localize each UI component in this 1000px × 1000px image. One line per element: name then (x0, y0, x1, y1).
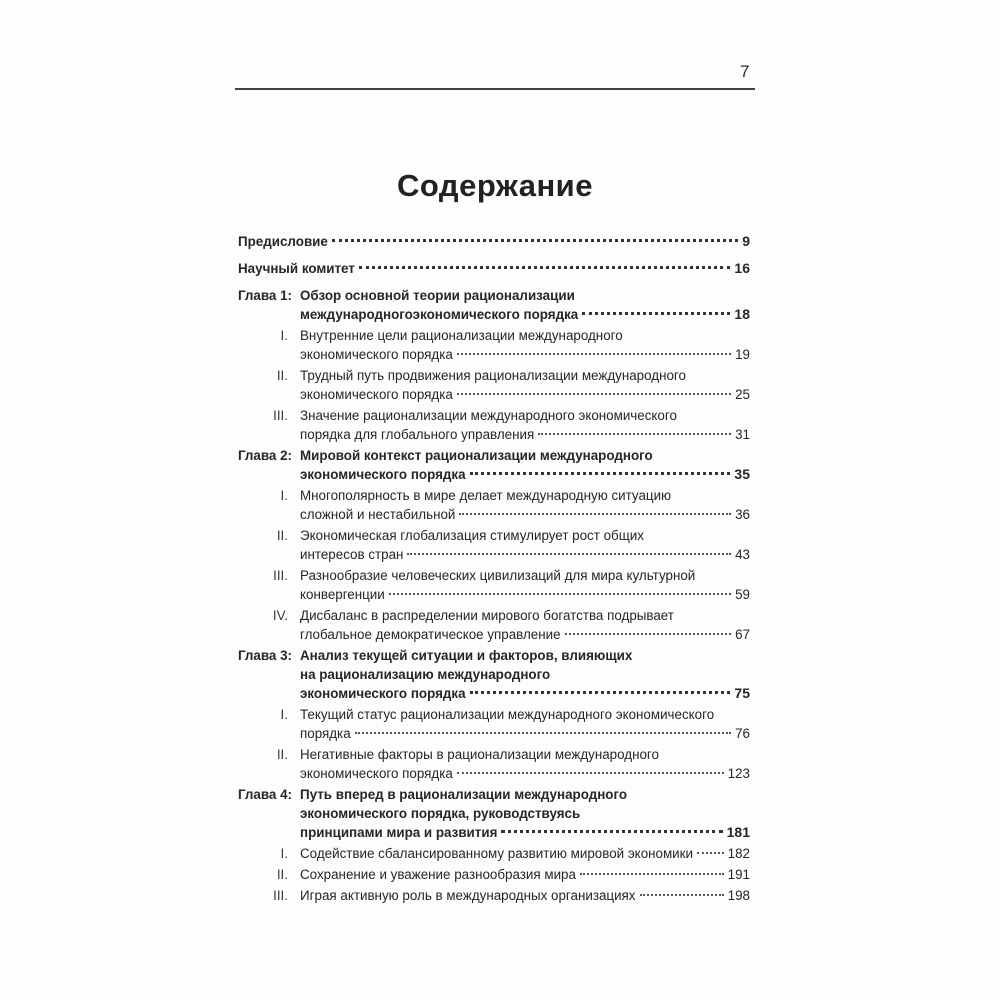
toc-line (238, 345, 750, 364)
toc-entry-text: на рационализацию международного (300, 667, 551, 682)
toc-entry-text: Внутренние цели рационализации международного (300, 328, 623, 343)
toc-entry-text: порядка для глобального управления (300, 427, 535, 442)
toc-line (238, 545, 750, 564)
toc-page-number: 25 (735, 387, 750, 402)
toc-line (238, 865, 750, 884)
toc-entry-text: международногоэкономического порядка (300, 307, 579, 322)
toc-line (238, 566, 750, 585)
toc-line (238, 804, 750, 823)
toc-section-1-3[interactable] (238, 406, 750, 444)
toc-line (238, 406, 750, 425)
toc-entry-text: Мировой контекст рационализации международного (300, 448, 653, 463)
toc-entry-text: экономического порядка, руководствуясь (300, 806, 581, 821)
toc-line (238, 425, 750, 444)
section-number: IV. (272, 608, 288, 623)
toc-page-number: 19 (735, 347, 750, 362)
toc-entry-text: Многополярность в мире делает международную ситуацию (300, 488, 672, 503)
toc-chapter-4[interactable] (238, 785, 750, 842)
toc-page-number: 9 (742, 233, 750, 249)
dot-leader (470, 691, 731, 694)
toc-entry-text: экономического порядка (300, 387, 453, 402)
dot-leader (457, 353, 731, 355)
dot-leader (565, 633, 732, 635)
toc-entry-text: глобальное демократическое управление (300, 627, 561, 642)
chapter-label: Глава 3: (238, 648, 293, 663)
chapter-label: Глава 1: (238, 288, 293, 303)
toc-entry-text: экономического порядка (300, 467, 466, 482)
toc-page-number: 31 (735, 427, 750, 442)
table-of-contents (238, 232, 750, 907)
toc-page-number: 75 (734, 685, 750, 701)
dot-leader (582, 312, 730, 315)
toc-entry-text: принципами мира и развития (300, 825, 498, 840)
toc-chapter-1[interactable] (238, 286, 750, 324)
section-number: II. (276, 867, 288, 882)
toc-entry-text: Сохранение и уважение разнообразия мира (300, 867, 576, 882)
toc-line (238, 823, 750, 842)
dot-leader (457, 393, 731, 395)
section-number: III. (273, 408, 288, 423)
toc-section-4-3[interactable] (238, 886, 750, 905)
toc-line (238, 446, 750, 465)
toc-line (238, 465, 750, 484)
toc-entry-preface[interactable] (238, 232, 750, 251)
toc-line (238, 606, 750, 625)
toc-entry-text: экономического порядка (300, 766, 453, 781)
header-rule (235, 88, 755, 90)
toc-chapter-3[interactable] (238, 646, 750, 703)
dot-leader (538, 433, 731, 435)
toc-page-number: 18 (734, 306, 750, 322)
toc-section-2-2[interactable] (238, 526, 750, 564)
toc-page-number: 16 (734, 260, 750, 276)
dot-leader (359, 266, 731, 269)
toc-entry-text: интересов стран (300, 547, 404, 562)
dot-leader (501, 830, 722, 833)
toc-entry-text: Негативные факторы в рационализации международного (300, 747, 659, 762)
toc-section-2-3[interactable] (238, 566, 750, 604)
toc-line (238, 486, 750, 505)
toc-entry-text: экономического порядка (300, 686, 466, 701)
section-number: III. (273, 888, 288, 903)
toc-entry-text: Содействие сбалансированному развитию мировой экономики (300, 846, 694, 861)
toc-entry-committee[interactable] (238, 259, 750, 278)
toc-page-number: 198 (727, 888, 750, 903)
toc-entry-text: сложной и нестабильной (300, 507, 456, 522)
toc-line (238, 684, 750, 703)
toc-line (238, 585, 750, 604)
toc-entry-text: Разнообразие человеческих цивилизаций для мира культурной (300, 568, 696, 583)
toc-entry-text: Играя активную роль в международных организациях (300, 888, 636, 903)
section-number: I. (280, 328, 288, 343)
toc-entry-text: экономического порядка (300, 347, 453, 362)
toc-entry-text: Путь вперед в рационализации международного (300, 787, 628, 802)
toc-line (238, 625, 750, 644)
toc-entry-text: Научный комитет (238, 261, 355, 276)
toc-page-number: 35 (734, 466, 750, 482)
toc-entry-text: Предисловие (238, 234, 328, 249)
toc-line (238, 705, 750, 724)
chapter-label: Глава 2: (238, 448, 293, 463)
section-number: II. (276, 368, 288, 383)
toc-line (238, 505, 750, 524)
toc-section-1-2[interactable] (238, 366, 750, 404)
dot-leader (580, 873, 724, 875)
page-title: Содержание (397, 168, 593, 203)
toc-page-number: 76 (735, 726, 750, 741)
toc-line (238, 745, 750, 764)
toc-page-number: 181 (726, 824, 750, 840)
page-number: 7 (740, 62, 750, 81)
section-number: I. (280, 846, 288, 861)
dot-leader (355, 732, 731, 734)
toc-chapters (238, 286, 750, 905)
toc-section-2-4[interactable] (238, 606, 750, 644)
toc-section-4-2[interactable] (238, 865, 750, 884)
toc-entry-text: Дисбаланс в распределении мирового богатства подрывает (300, 608, 674, 623)
toc-line (238, 526, 750, 545)
toc-line (238, 886, 750, 905)
toc-page-number: 67 (735, 627, 750, 642)
dot-leader (697, 852, 724, 854)
toc-line (238, 305, 750, 324)
toc-page-number: 182 (727, 846, 750, 861)
toc-line (238, 844, 750, 863)
toc-page-number: 43 (735, 547, 750, 562)
toc-line (238, 764, 750, 783)
dot-leader (332, 239, 738, 242)
toc-line (238, 785, 750, 804)
section-number: I. (280, 488, 288, 503)
toc-line (238, 286, 750, 305)
toc-line (238, 724, 750, 743)
chapter-label: Глава 4: (238, 787, 293, 802)
dot-leader (407, 553, 731, 555)
section-number: II. (276, 528, 288, 543)
toc-section-3-2[interactable] (238, 745, 750, 783)
toc-section-2-1[interactable] (238, 486, 750, 524)
toc-page-number: 191 (727, 867, 750, 882)
toc-entry-text: Экономическая глобализация стимулирует рост общих (300, 528, 644, 543)
toc-section-3-1[interactable] (238, 705, 750, 743)
toc-line (238, 646, 750, 665)
toc-entry-text: Анализ текущей ситуации и факторов, влияющих (300, 648, 633, 663)
section-number: II. (276, 747, 288, 762)
toc-entry-text: Трудный путь продвижения рационализации международного (300, 368, 686, 383)
toc-entry-text: порядка (300, 726, 351, 741)
toc-page-number: 36 (735, 507, 750, 522)
section-number: III. (273, 568, 288, 583)
toc-entry-text: Текущий статус рационализации международного экономического (300, 707, 715, 722)
toc-chapter-2[interactable] (238, 446, 750, 484)
toc-entry-text: конвергенции (300, 587, 385, 602)
toc-line (238, 326, 750, 345)
toc-page-number: 123 (727, 766, 750, 781)
dot-leader (389, 593, 731, 595)
toc-section-1-1[interactable] (238, 326, 750, 364)
dot-leader (470, 472, 731, 475)
toc-line (238, 385, 750, 404)
toc-line (238, 665, 750, 684)
dot-leader (457, 772, 724, 774)
toc-line (238, 366, 750, 385)
toc-section-4-1[interactable] (238, 844, 750, 863)
toc-page-number: 59 (735, 587, 750, 602)
dot-leader (459, 513, 731, 515)
toc-entry-text: Обзор основной теории рационализации (300, 288, 575, 303)
dot-leader (640, 894, 724, 896)
section-number: I. (280, 707, 288, 722)
toc-entry-text: Значение рационализации международного экономического (300, 408, 677, 423)
